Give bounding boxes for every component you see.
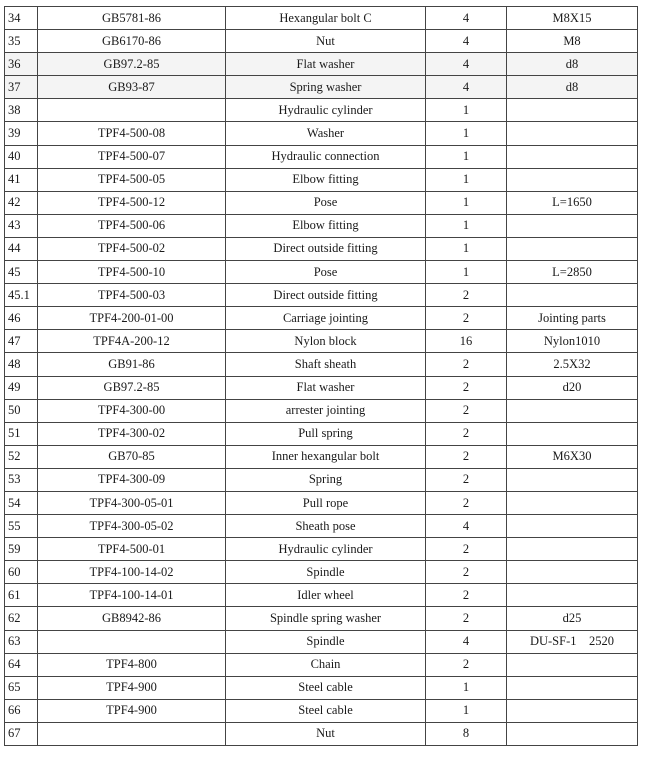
remarks (507, 538, 638, 561)
part-name: Shaft sheath (226, 353, 426, 376)
remarks: d20 (507, 376, 638, 399)
part-name: Idler wheel (226, 584, 426, 607)
remarks: d25 (507, 607, 638, 630)
part-code: TPF4-100-14-02 (38, 561, 226, 584)
quantity: 2 (426, 607, 507, 630)
remarks (507, 237, 638, 260)
part-code: TPF4-100-14-01 (38, 584, 226, 607)
quantity: 1 (426, 261, 507, 284)
quantity: 2 (426, 353, 507, 376)
part-name: Chain (226, 653, 426, 676)
part-name: Sheath pose (226, 515, 426, 538)
part-code (38, 99, 226, 122)
table-row (5, 491, 638, 514)
part-code: TPF4-300-00 (38, 399, 226, 422)
remarks (507, 561, 638, 584)
part-name: Direct outside fitting (226, 284, 426, 307)
part-code (38, 630, 226, 653)
quantity: 4 (426, 53, 507, 76)
quantity: 2 (426, 376, 507, 399)
table-row (5, 607, 638, 630)
part-code: GB97.2-85 (38, 376, 226, 399)
item-number: 38 (5, 99, 38, 122)
remarks: 2.5X32 (507, 353, 638, 376)
part-code: TPF4-500-02 (38, 237, 226, 260)
item-number: 34 (5, 7, 38, 30)
part-code: TPF4-500-01 (38, 538, 226, 561)
part-code: TPF4-200-01-00 (38, 307, 226, 330)
table-row (5, 515, 638, 538)
part-name: Nut (226, 722, 426, 745)
part-name: Carriage jointing (226, 307, 426, 330)
part-code: TPF4-300-09 (38, 468, 226, 491)
part-name: Elbow fitting (226, 214, 426, 237)
table-row (5, 445, 638, 468)
part-name: Washer (226, 122, 426, 145)
item-number: 39 (5, 122, 38, 145)
table-row (5, 284, 638, 307)
part-name: Nut (226, 30, 426, 53)
part-code: TPF4-500-12 (38, 191, 226, 214)
part-code: TPF4-500-05 (38, 168, 226, 191)
remarks: d8 (507, 76, 638, 99)
remarks: d8 (507, 53, 638, 76)
part-name: Spindle (226, 630, 426, 653)
part-name: Spring washer (226, 76, 426, 99)
quantity: 1 (426, 676, 507, 699)
quantity: 2 (426, 284, 507, 307)
remarks: DU-SF-1 2520 (507, 630, 638, 653)
part-code: TPF4-300-02 (38, 422, 226, 445)
item-number: 64 (5, 653, 38, 676)
item-number: 46 (5, 307, 38, 330)
remarks (507, 699, 638, 722)
item-number: 41 (5, 168, 38, 191)
table-row (5, 422, 638, 445)
table-row (5, 653, 638, 676)
table-row (5, 191, 638, 214)
part-name: Spring (226, 468, 426, 491)
part-code: TPF4-500-07 (38, 145, 226, 168)
part-name: Hydraulic cylinder (226, 538, 426, 561)
part-code (38, 722, 226, 745)
part-code: TPF4-500-08 (38, 122, 226, 145)
table-row (5, 722, 638, 745)
part-code: TPF4-800 (38, 653, 226, 676)
part-name: Spindle (226, 561, 426, 584)
quantity: 2 (426, 584, 507, 607)
item-number: 62 (5, 607, 38, 630)
quantity: 4 (426, 7, 507, 30)
table-row (5, 376, 638, 399)
part-name: Hydraulic connection (226, 145, 426, 168)
table-row (5, 307, 638, 330)
parts-table (4, 6, 638, 746)
part-code: TPF4A-200-12 (38, 330, 226, 353)
item-number: 44 (5, 237, 38, 260)
quantity: 2 (426, 491, 507, 514)
part-name: Flat washer (226, 53, 426, 76)
table-row (5, 561, 638, 584)
item-number: 36 (5, 53, 38, 76)
remarks (507, 468, 638, 491)
remarks (507, 99, 638, 122)
item-number: 50 (5, 399, 38, 422)
part-code: GB93-87 (38, 76, 226, 99)
item-number: 67 (5, 722, 38, 745)
remarks (507, 168, 638, 191)
quantity: 1 (426, 99, 507, 122)
table-row (5, 399, 638, 422)
part-code: TPF4-500-06 (38, 214, 226, 237)
parts-table-body (5, 7, 638, 746)
table-row (5, 261, 638, 284)
remarks (507, 214, 638, 237)
table-row (5, 468, 638, 491)
quantity: 2 (426, 445, 507, 468)
quantity: 2 (426, 468, 507, 491)
quantity: 2 (426, 307, 507, 330)
quantity: 1 (426, 168, 507, 191)
table-row (5, 168, 638, 191)
table-row (5, 237, 638, 260)
remarks: Nylon1010 (507, 330, 638, 353)
quantity: 1 (426, 122, 507, 145)
item-number: 42 (5, 191, 38, 214)
item-number: 47 (5, 330, 38, 353)
part-name: Direct outside fitting (226, 237, 426, 260)
quantity: 4 (426, 76, 507, 99)
table-row (5, 145, 638, 168)
remarks (507, 653, 638, 676)
remarks (507, 515, 638, 538)
part-code: TPF4-500-03 (38, 284, 226, 307)
quantity: 1 (426, 237, 507, 260)
item-number: 35 (5, 30, 38, 53)
part-code: TPF4-300-05-02 (38, 515, 226, 538)
remarks: Jointing parts (507, 307, 638, 330)
table-row (5, 676, 638, 699)
quantity: 1 (426, 191, 507, 214)
remarks (507, 122, 638, 145)
item-number: 54 (5, 491, 38, 514)
part-name: Nylon block (226, 330, 426, 353)
part-name: Inner hexangular bolt (226, 445, 426, 468)
quantity: 2 (426, 399, 507, 422)
table-row (5, 584, 638, 607)
part-name: Elbow fitting (226, 168, 426, 191)
part-name: Hexangular bolt C (226, 7, 426, 30)
part-code: GB97.2-85 (38, 53, 226, 76)
table-row (5, 30, 638, 53)
part-name: Pose (226, 191, 426, 214)
table-row (5, 214, 638, 237)
item-number: 65 (5, 676, 38, 699)
quantity: 1 (426, 214, 507, 237)
item-number: 48 (5, 353, 38, 376)
table-row (5, 53, 638, 76)
quantity: 1 (426, 699, 507, 722)
item-number: 61 (5, 584, 38, 607)
table-row (5, 538, 638, 561)
quantity: 4 (426, 630, 507, 653)
part-name: Pull spring (226, 422, 426, 445)
part-name: Flat washer (226, 376, 426, 399)
remarks (507, 399, 638, 422)
item-number: 49 (5, 376, 38, 399)
quantity: 16 (426, 330, 507, 353)
quantity: 2 (426, 653, 507, 676)
item-number: 43 (5, 214, 38, 237)
parts-list-sheet (4, 6, 637, 746)
item-number: 45.1 (5, 284, 38, 307)
item-number: 55 (5, 515, 38, 538)
item-number: 59 (5, 538, 38, 561)
item-number: 45 (5, 261, 38, 284)
part-code: GB8942-86 (38, 607, 226, 630)
item-number: 63 (5, 630, 38, 653)
remarks (507, 584, 638, 607)
remarks (507, 676, 638, 699)
item-number: 40 (5, 145, 38, 168)
part-code: GB5781-86 (38, 7, 226, 30)
quantity: 8 (426, 722, 507, 745)
remarks: M6X30 (507, 445, 638, 468)
remarks (507, 284, 638, 307)
item-number: 66 (5, 699, 38, 722)
remarks: M8 (507, 30, 638, 53)
table-row (5, 630, 638, 653)
part-code: GB91-86 (38, 353, 226, 376)
table-row (5, 122, 638, 145)
part-name: Pose (226, 261, 426, 284)
table-row (5, 99, 638, 122)
part-name: Hydraulic cylinder (226, 99, 426, 122)
part-code: GB6170-86 (38, 30, 226, 53)
remarks (507, 145, 638, 168)
part-code: GB70-85 (38, 445, 226, 468)
part-name: arrester jointing (226, 399, 426, 422)
table-row (5, 76, 638, 99)
table-row (5, 7, 638, 30)
quantity: 2 (426, 561, 507, 584)
item-number: 52 (5, 445, 38, 468)
part-name: Steel cable (226, 676, 426, 699)
remarks: L=2850 (507, 261, 638, 284)
item-number: 51 (5, 422, 38, 445)
table-row (5, 330, 638, 353)
part-code: TPF4-500-10 (38, 261, 226, 284)
part-code: TPF4-300-05-01 (38, 491, 226, 514)
quantity: 2 (426, 538, 507, 561)
remarks (507, 722, 638, 745)
table-row (5, 699, 638, 722)
quantity: 4 (426, 515, 507, 538)
quantity: 1 (426, 145, 507, 168)
remarks: L=1650 (507, 191, 638, 214)
quantity: 2 (426, 422, 507, 445)
remarks: M8X15 (507, 7, 638, 30)
part-name: Steel cable (226, 699, 426, 722)
remarks (507, 491, 638, 514)
part-code: TPF4-900 (38, 676, 226, 699)
item-number: 53 (5, 468, 38, 491)
remarks (507, 422, 638, 445)
part-name: Spindle spring washer (226, 607, 426, 630)
table-row (5, 353, 638, 376)
item-number: 37 (5, 76, 38, 99)
item-number: 60 (5, 561, 38, 584)
part-name: Pull rope (226, 491, 426, 514)
quantity: 4 (426, 30, 507, 53)
part-code: TPF4-900 (38, 699, 226, 722)
